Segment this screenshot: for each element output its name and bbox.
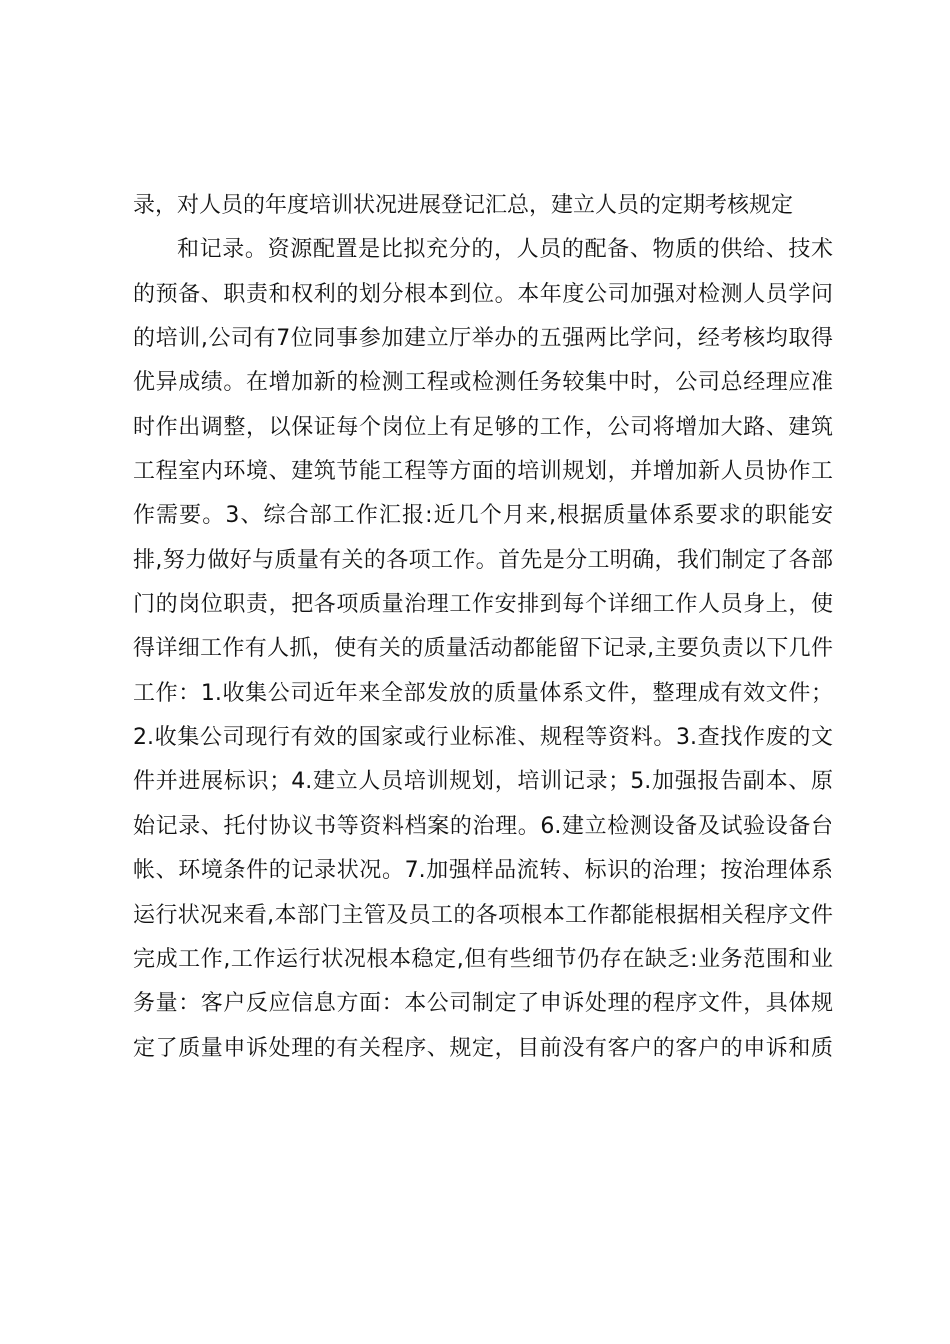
text-line: 定了质量申诉处理的有关程序、规定，目前没有客户的客户的申诉和质 — [133, 1035, 833, 1061]
text-line: 完成工作,工作运行状况根本稳定,但有些细节仍存在缺乏:业务范围和业 — [133, 946, 833, 972]
text-line: 务量：客户反应信息方面：本公司制定了申诉处理的程序文件，具体规 — [133, 991, 833, 1017]
text-line: 时作出调整，以保证每个岗位上有足够的工作，公司将增加大路、建筑 — [133, 414, 833, 440]
body-text — [133, 184, 833, 1071]
text-line: 的培训,公司有7位同事参加建立厅举办的五强两比学问，经考核均取得 — [133, 326, 833, 352]
text-line: 和记录。资源配置是比拟充分的，人员的配备、物质的供给、技术 — [177, 237, 833, 263]
text-line: 工程室内环境、建筑节能工程等方面的培训规划，并增加新人员协作工 — [133, 459, 833, 485]
text-line: 的预备、职责和权利的划分根本到位。本年度公司加强对检测人员学问 — [133, 281, 833, 307]
text-line: 始记录、托付协议书等资料档案的治理。6.建立检测设备及试验设备台 — [133, 813, 833, 839]
text-line: 得详细工作有人抓，使有关的质量活动都能留下记录,主要负责以下几件 — [133, 636, 833, 662]
text-line: 门的岗位职责，把各项质量治理工作安排到每个详细工作人员身上，使 — [133, 592, 833, 618]
text-line: 作需要。3、综合部工作汇报:近几个月来,根据质量体系要求的职能安 — [133, 503, 833, 529]
text-line: 运行状况来看,本部门主管及员工的各项根本工作都能根据相关程序文件 — [133, 902, 833, 928]
text-line: 工作：1.收集公司近年来全部发放的质量体系文件，整理成有效文件； — [133, 680, 833, 706]
text-line: 2.收集公司现行有效的国家或行业标准、规程等资料。3.查找作废的文 — [133, 725, 833, 751]
text-line: 排,努力做好与质量有关的各项工作。首先是分工明确，我们制定了各部 — [133, 547, 833, 573]
text-line: 件并进展标识；4.建立人员培训规划，培训记录；5.加强报告副本、原 — [133, 769, 833, 795]
text-line: 帐、环境条件的记录状况。7.加强样品流转、标识的治理；按治理体系 — [133, 858, 833, 884]
text-line: 录，对人员的年度培训状况进展登记汇总，建立人员的定期考核规定 — [133, 193, 794, 218]
text-line: 优异成绩。在增加新的检测工程或检测任务较集中时，公司总经理应准 — [133, 370, 833, 396]
